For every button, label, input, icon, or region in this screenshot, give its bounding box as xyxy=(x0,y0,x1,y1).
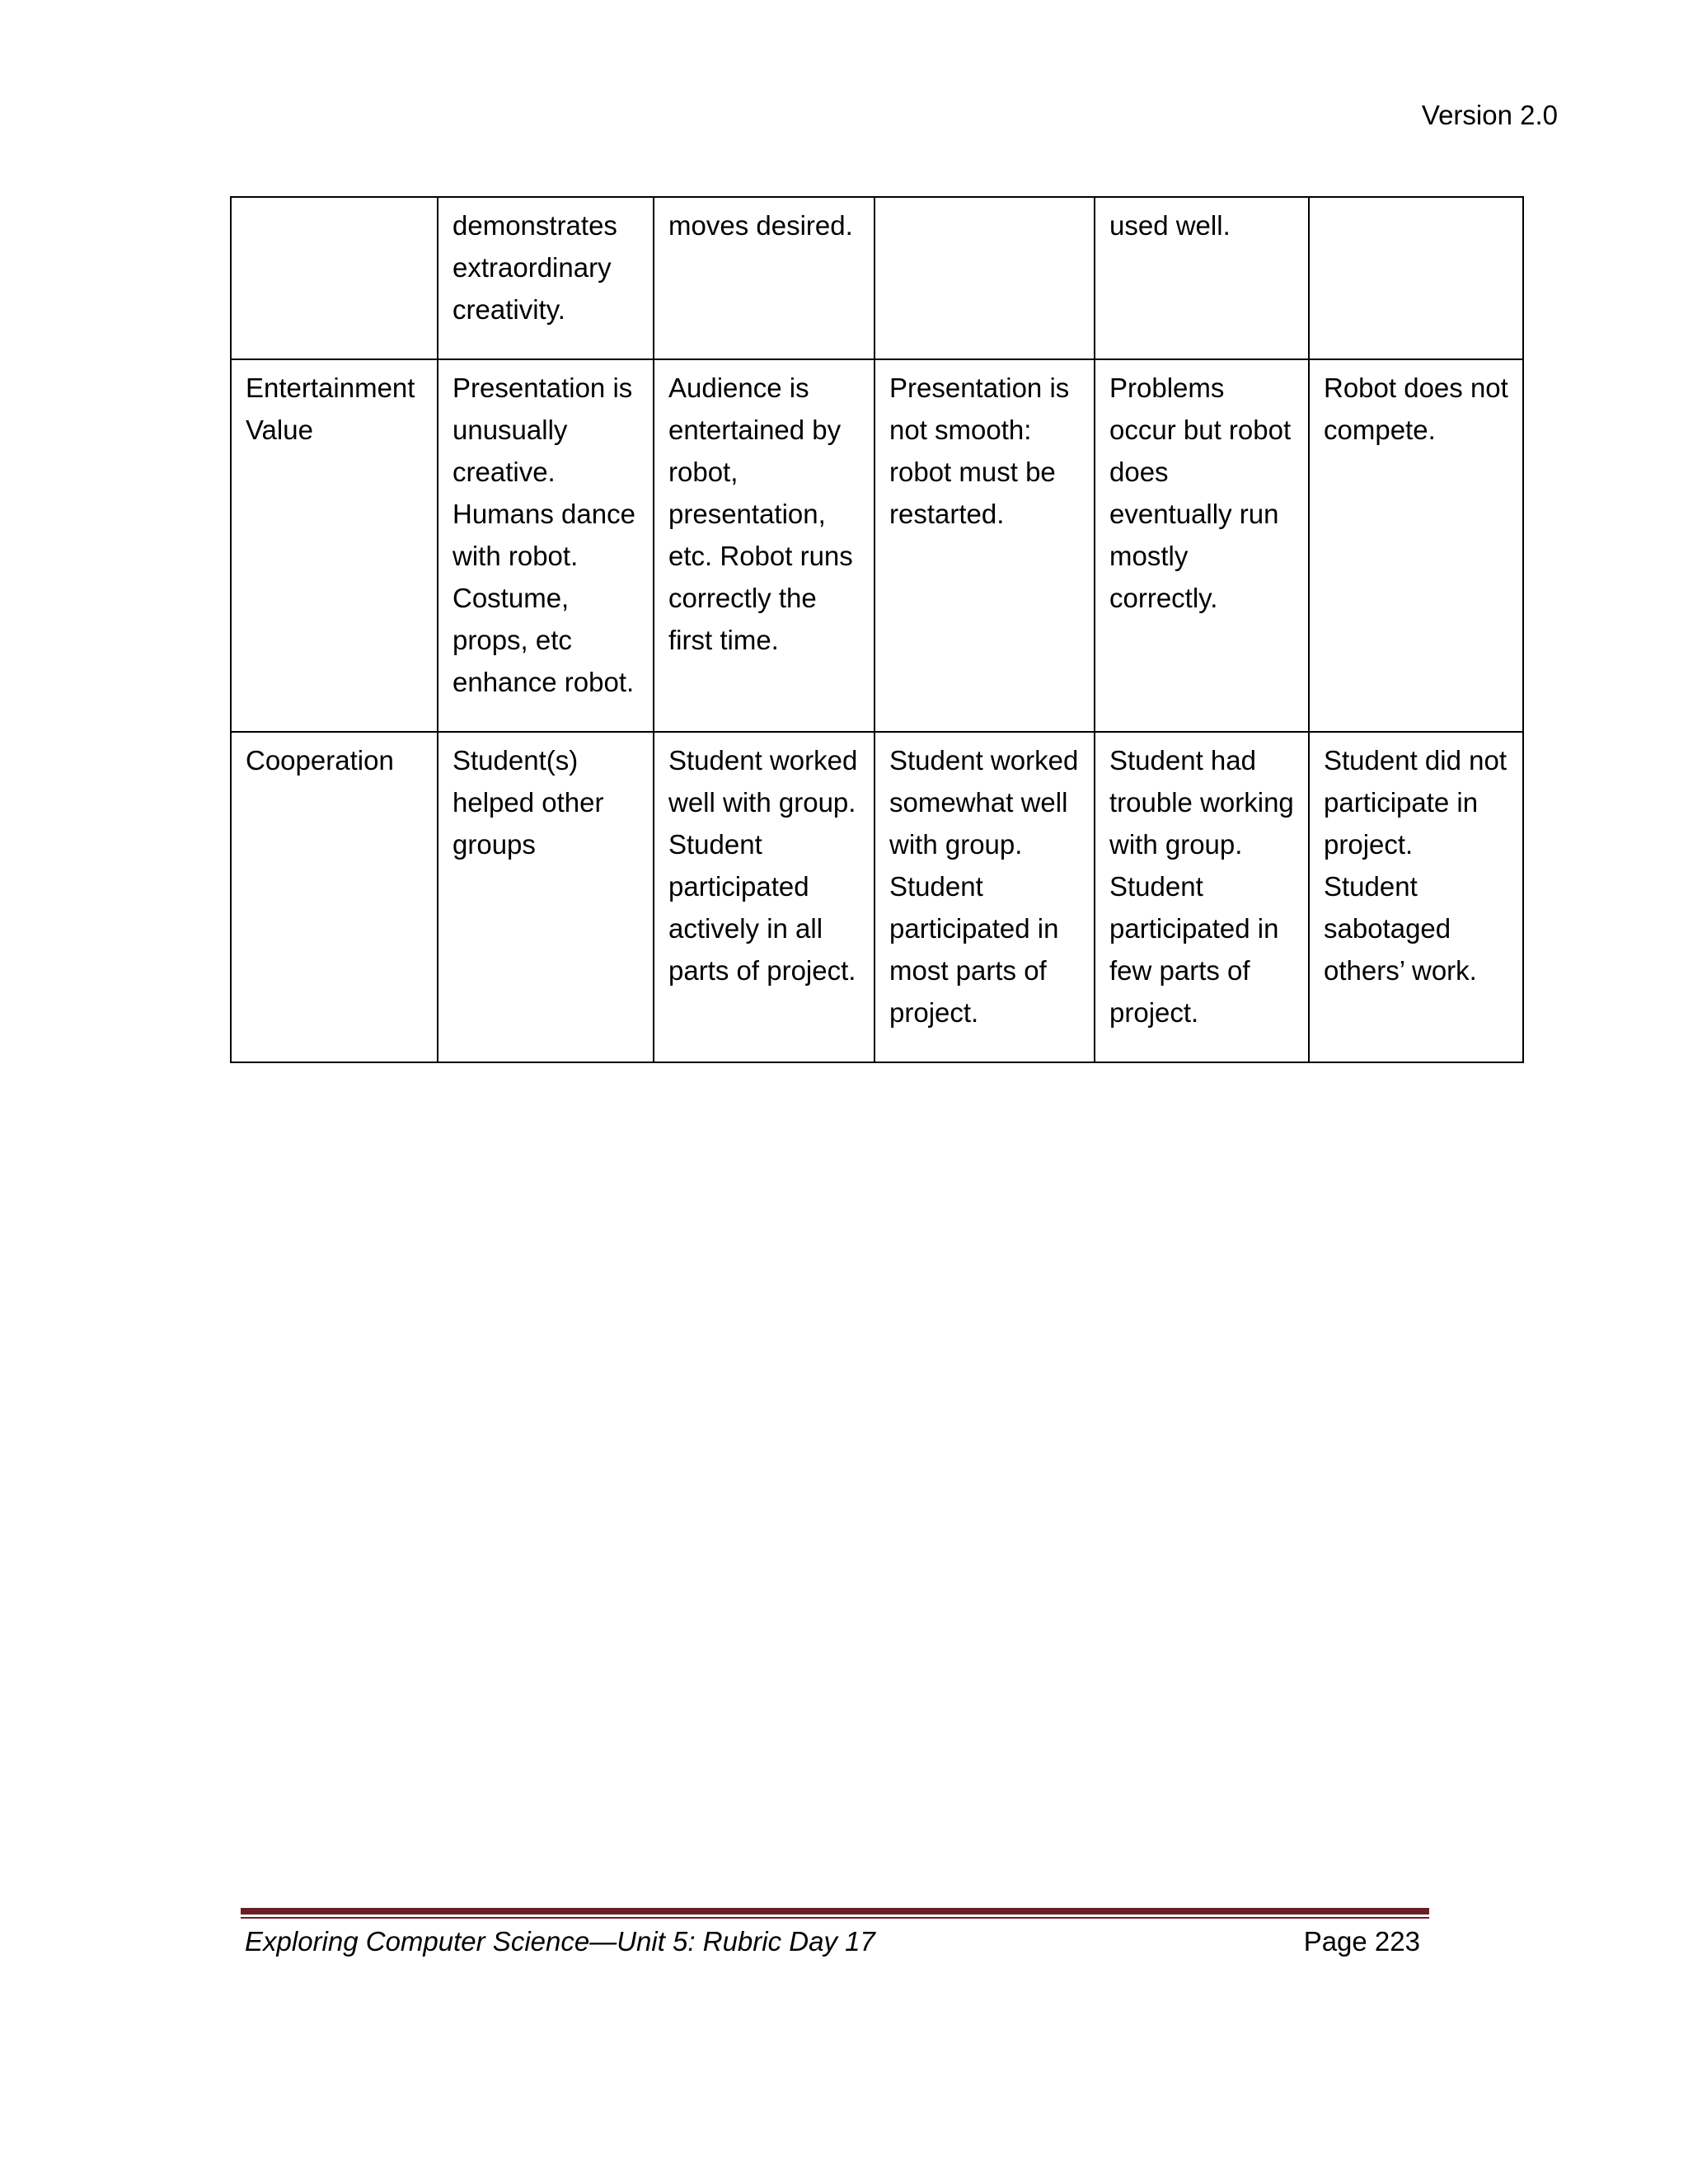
rubric-cell: Robot does not compete. xyxy=(1309,359,1523,732)
rubric-cell xyxy=(1309,197,1523,359)
footer-title: Exploring Computer Science—Unit 5: Rubric Day 17 xyxy=(245,1926,875,1957)
rubric-cell: Student did not participate in project. Student sabotaged others’ work. xyxy=(1309,732,1523,1062)
footer-divider xyxy=(241,1908,1429,1919)
page-number: Page 223 xyxy=(1303,1926,1420,1957)
rubric-cell: Student(s) helped other groups xyxy=(438,732,654,1062)
criterion-cell xyxy=(231,197,438,359)
rubric-cell: used well. xyxy=(1095,197,1309,359)
rubric-cell: demonstrates extraordinary creativity. xyxy=(438,197,654,359)
footer-divider-thin xyxy=(241,1917,1429,1919)
rubric-cell: Student had trouble working with group. Student participated in few parts of project. xyxy=(1095,732,1309,1062)
footer-divider-thick xyxy=(241,1908,1429,1915)
criterion-cell: Entertainment Value xyxy=(231,359,438,732)
rubric-cell xyxy=(874,197,1095,359)
rubric-row-entertainment xyxy=(231,359,1523,732)
rubric-table xyxy=(230,196,1524,1063)
rubric-cell: Problems occur but robot does eventually run mostly correctly. xyxy=(1095,359,1309,732)
rubric-cell: Presentation is unusually creative. Humans dance with robot. Costume, props, etc enhance robot. xyxy=(438,359,654,732)
rubric-row-continued xyxy=(231,197,1523,359)
rubric-cell: moves desired. xyxy=(654,197,874,359)
rubric-cell: Presentation is not smooth: robot must be restarted. xyxy=(874,359,1095,732)
rubric-row-cooperation xyxy=(231,732,1523,1062)
criterion-cell: Cooperation xyxy=(231,732,438,1062)
rubric-cell: Student worked somewhat well with group. Student participated in most parts of project. xyxy=(874,732,1095,1062)
version-label: Version 2.0 xyxy=(1421,100,1558,130)
rubric-cell: Student worked well with group. Student participated actively in all parts of project. xyxy=(654,732,874,1062)
rubric-cell: Audience is entertained by robot, presentation, etc. Robot runs correctly the first time. xyxy=(654,359,874,732)
